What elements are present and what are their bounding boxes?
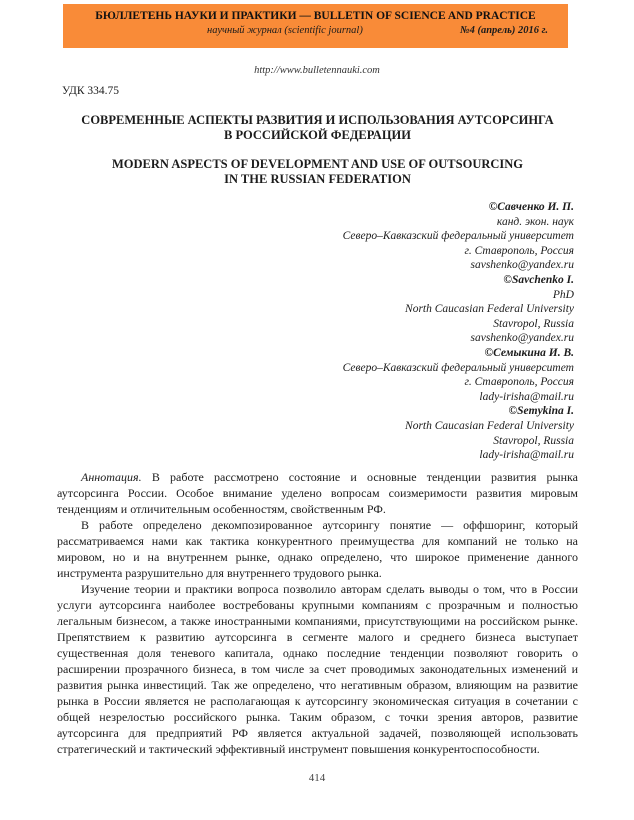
author-email-1: savshenko@yandex.ru <box>470 259 574 272</box>
author-name-ru-1: ©Савченко И. П. <box>488 201 574 213</box>
article-title-ru-line1: СОВРЕМЕННЫЕ АСПЕКТЫ РАЗВИТИЯ И ИСПОЛЬЗОВАНИЯ АУТСОРСИНГА <box>81 113 554 127</box>
abstract-paragraph-1-text: В работе рассмотрено состояние и основные тенденции развития рынка аутсорсинга России. Особое внимание уделено вопросам соизмеримости развития мировым тенденциям и отличительным особенностям, свойственным РФ. <box>57 470 578 516</box>
udc-code: УДК 334.75 <box>62 85 119 97</box>
author-name-en-2: ©Semykina I. <box>508 405 574 418</box>
journal-subtitle: научный журнал (scientific journal) <box>207 25 363 36</box>
journal-banner-title: БЮЛЛЕТЕНЬ НАУКИ И ПРАКТИКИ — BULLETIN OF SCIENCE AND PRACTICE <box>95 10 536 22</box>
author-city-en-2: Stavropol, Russia <box>493 434 574 447</box>
author-email-2: lady-irisha@mail.ru <box>479 390 574 403</box>
abstract-label: Аннотация. <box>81 470 142 484</box>
authors-block <box>57 200 574 463</box>
page-number: 414 <box>308 772 326 784</box>
author-affiliation-ru-1: Северо–Кавказский федеральный университет <box>342 230 574 243</box>
abstract-paragraph-2: В работе определено декомпозированное аутсорингу понятие — оффшоринг, который рассматриваемся нами как тактика конкурентного преимущества для компаний не только на мировом, но и на внутреннем рынке, однако определено, что широкое применение данного инструмента разрушительно для внутреннего трудового рынка. <box>57 518 578 580</box>
author-city-en-1: Stavropol, Russia <box>493 317 574 330</box>
article-title-ru <box>57 113 578 143</box>
abstract-paragraph-1 <box>57 469 578 517</box>
author-affiliation-en-2: North Caucasian Federal University <box>405 419 574 432</box>
author-affiliation-en-1: North Caucasian Federal University <box>405 303 574 316</box>
journal-issue: №4 (апрель) 2016 г. <box>459 25 548 36</box>
author-email-en-2: lady-irisha@mail.ru <box>479 449 574 462</box>
journal-banner <box>63 4 568 48</box>
article-title-en-line2: IN THE RUSSIAN FEDERATION <box>224 172 411 186</box>
article-title-en <box>57 157 578 187</box>
abstract-paragraph-3: Изучение теории и практики вопроса позволило авторам сделать выводы о том, что в России услуги аутсорсинга наиболее востребованы крупными компаниям с прозрачным и полностью легальным бизнесом, а также иностранными компаниями, присутствующими на российском рынке. Препятствием к развитию аутсорсинга в сегменте малого и среднего бизнеса выступает существенная доля теневого капитала, однако последние тенденции позволяют говорить о расширении прозрачного бизнеса, в том числе за счет проводимых законодательных изменений и развития рынка инвестиций. Так же определено, что негативным образом, влияющим на развитие рынка в России является не располагающая к аутсорсингу экономическая ситуация в сочетании с общей незрелостью российского рынка. Таким образом, с точки зрения авторов, развитие аутсорсинга для предприятий РФ является актуальной задачей, позволяющей использовать стратегический и тактический эффективный инструмент повышения конкурентоспособности. <box>57 582 578 756</box>
author-degree-ru-1: канд. экон. наук <box>496 215 574 228</box>
author-city-ru-2: г. Ставрополь, Россия <box>464 376 574 389</box>
article-title-en-line1: MODERN ASPECTS OF DEVELOPMENT AND USE OF OUTSOURCING <box>111 157 524 171</box>
author-email-en-1: savshenko@yandex.ru <box>470 332 574 345</box>
author-affiliation-ru-2: Северо–Кавказский федеральный университет <box>342 361 574 374</box>
journal-banner-subtitle-row <box>63 24 568 38</box>
author-name-en-1: ©Savchenko I. <box>503 273 574 286</box>
journal-url: http://www.bulletennauki.com <box>254 65 380 76</box>
article-title-ru-line2: В РОССИЙСКОЙ ФЕДЕРАЦИИ <box>224 128 411 142</box>
author-name-ru-2: ©Семыкина И. В. <box>484 346 574 359</box>
author-city-ru-1: г. Ставрополь, Россия <box>464 244 574 257</box>
abstract-section <box>57 469 578 757</box>
author-degree-en-1: PhD <box>552 288 574 301</box>
